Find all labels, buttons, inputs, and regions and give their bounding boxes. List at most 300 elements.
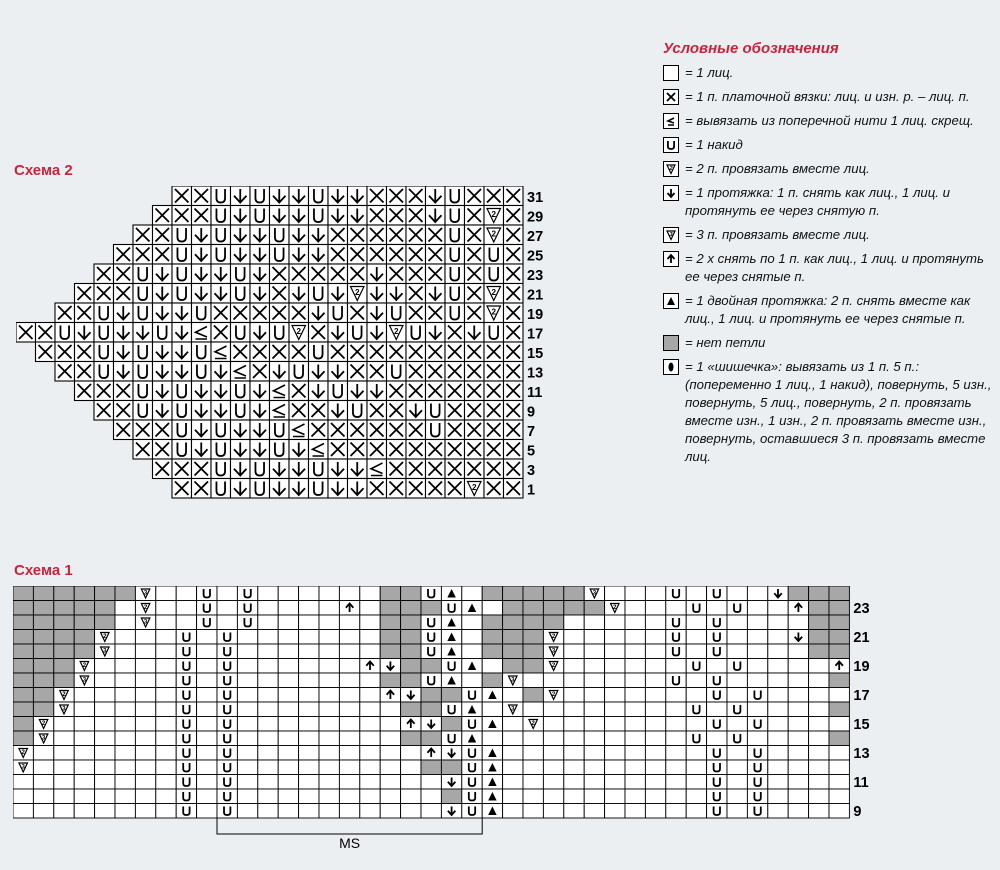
chart1-cell [360, 673, 380, 688]
no-stitch-cell [33, 702, 53, 717]
chart1-cell [788, 644, 808, 659]
chart1-cell [625, 717, 645, 732]
legend-item [663, 358, 997, 466]
chart1-cell [339, 746, 359, 761]
legend-text: = 1 протяжка: 1 п. снять как лиц., 1 лиц. и протянуть ее через снятую п. [685, 185, 950, 218]
legend-item [663, 184, 997, 220]
chart1-cell [543, 760, 563, 775]
chart1-cell [686, 673, 706, 688]
chart1-cell [197, 630, 217, 645]
no-stitch-cell [543, 586, 563, 601]
no-stitch-cell [523, 659, 543, 674]
chart2-row [114, 245, 544, 265]
no-stitch-cell [829, 586, 849, 601]
chart1-cell [237, 789, 257, 804]
bobble-symbol [668, 363, 673, 372]
chart1-cell [523, 804, 543, 819]
chart1-cell [584, 717, 604, 732]
chart1-cell [278, 731, 298, 746]
chart2-row-label: 7 [527, 424, 536, 440]
chart1-cell [747, 673, 767, 688]
no-stitch-cell [74, 615, 94, 630]
no-stitch-cell [74, 644, 94, 659]
m1-left-icon [663, 113, 679, 129]
chart2-row [75, 284, 544, 304]
chart1-title: Схема 1 [14, 562, 73, 579]
legend-text: = 1 «шишечка»: вывязать из 1 п. 5 п.: (попеременно 1 лиц., 1 накид), повернуть, 5 изн., повернуть, 5 лиц., повернуть, 2 п. провязать вместе изн., 1 изн., 2 п. провязать вместе изн., повернуть, оставшиеся 3 п. провязать вместе лиц. [685, 359, 992, 464]
chart1-cell [360, 702, 380, 717]
chart1-cell [686, 630, 706, 645]
chart1-cell [768, 630, 788, 645]
chart1-cell [95, 659, 115, 674]
chart2-row-label: 29 [527, 209, 544, 226]
chart1-cell [625, 630, 645, 645]
no-stitch-cell [380, 586, 400, 601]
chart1-cell [135, 630, 155, 645]
chart1-cell [584, 644, 604, 659]
no-stitch-cell [421, 601, 441, 616]
chart1-cell [258, 630, 278, 645]
chart1-cell [747, 702, 767, 717]
chart1-cell [503, 804, 523, 819]
chart1-cell [115, 775, 135, 790]
no-stitch-cell [503, 644, 523, 659]
no-stitch-cell [421, 760, 441, 775]
chart1-cell [523, 702, 543, 717]
chart1-cell [605, 673, 625, 688]
chart1-cell [584, 702, 604, 717]
chart1-cell [360, 760, 380, 775]
dec-number: 2 [531, 719, 535, 727]
chart1-cell [339, 586, 359, 601]
chart1-cell [788, 731, 808, 746]
chart2-row [94, 401, 535, 421]
chart1-cell [421, 789, 441, 804]
chart1-cell [605, 644, 625, 659]
chart1-cell [299, 731, 319, 746]
chart1-cell [747, 644, 767, 659]
chart1-cell [197, 644, 217, 659]
chart1-cell [278, 644, 298, 659]
chart1-cell [768, 644, 788, 659]
chart1-cell [584, 789, 604, 804]
dec-number: 2 [669, 166, 673, 173]
chart2-row [55, 362, 543, 382]
chart1-cell [625, 601, 645, 616]
chart1-cell [339, 731, 359, 746]
dec-number: 3 [551, 647, 556, 655]
dec-number: 2 [551, 632, 556, 640]
chart1-cell [829, 717, 849, 732]
legend-text: = 2 п. провязать вместе лиц. [685, 161, 870, 176]
chart1-cell [115, 673, 135, 688]
chart2-row [172, 479, 535, 499]
chart1-cell [156, 644, 176, 659]
no-stitch-cell [441, 688, 461, 703]
chart1-row [13, 688, 849, 703]
chart1-row [13, 746, 849, 761]
no-stitch-cell [401, 702, 421, 717]
legend-text: = 1 двойная протяжка: 2 п. снять вместе как лиц., 1 лиц. и протянуть ее через снятые п. [685, 293, 971, 326]
chart1-cell [666, 601, 686, 616]
chart1-cell [299, 673, 319, 688]
chart1-cell [237, 760, 257, 775]
no-stitch-cell [829, 702, 849, 717]
chart1-cell [482, 702, 502, 717]
chart1-cell [625, 804, 645, 819]
legend-text: = 1 п. платочной вязки: лиц. и изн. р. – лиц. п. [685, 89, 970, 104]
chart1-cell [564, 615, 584, 630]
chart1-cell [95, 673, 115, 688]
chart1-cell [707, 601, 727, 616]
chart1-cell [339, 789, 359, 804]
chart1-cell [278, 615, 298, 630]
chart1-cell [13, 789, 33, 804]
chart1-cell [278, 717, 298, 732]
chart1-cell [115, 644, 135, 659]
no-stitch-cell [401, 615, 421, 630]
chart1-cell [747, 630, 767, 645]
chart1-cell [768, 731, 788, 746]
chart2-row-label: 31 [527, 190, 544, 206]
dec-number: 2 [21, 748, 25, 756]
chart1-cell [115, 804, 135, 819]
chart1-cell [686, 688, 706, 703]
chart1-cell [768, 789, 788, 804]
chart2-row [153, 459, 536, 479]
chart1-cell [339, 673, 359, 688]
chart1-cell [74, 717, 94, 732]
chart1-cell [156, 717, 176, 732]
chart1-cell [33, 760, 53, 775]
chart2-row [36, 342, 544, 362]
chart1-cell [809, 659, 829, 674]
no-stitch-cell [95, 615, 115, 630]
chart1-cell [625, 673, 645, 688]
chart1-cell [237, 775, 257, 790]
chart1-cell [768, 615, 788, 630]
chart1-cell [564, 760, 584, 775]
chart1-cell [319, 630, 339, 645]
chart1-cell [605, 760, 625, 775]
chart1-cell [768, 760, 788, 775]
chart1-row [13, 717, 849, 732]
no-stitch-cell [482, 673, 502, 688]
chart1-cell [360, 630, 380, 645]
chart1-cell [156, 630, 176, 645]
chart1-cell [115, 789, 135, 804]
dec-number: 3 [511, 676, 515, 684]
no-stitch-cell [401, 731, 421, 746]
chart1-cell [156, 775, 176, 790]
chart2-row-label: 1 [527, 482, 536, 499]
legend-item [663, 292, 997, 328]
no-stitch-cell [482, 630, 502, 645]
chart1-cell [33, 775, 53, 790]
chart1-cell [625, 586, 645, 601]
chart1-cell [278, 601, 298, 616]
chart1-cell [645, 775, 665, 790]
chart1-cell [339, 630, 359, 645]
chart1-cell [237, 673, 257, 688]
chart1-cell [360, 601, 380, 616]
chart1-cell [768, 659, 788, 674]
chart1-cell [156, 731, 176, 746]
no-stitch-cell [401, 659, 421, 674]
legend-list [663, 64, 997, 466]
chart1-cell [666, 659, 686, 674]
chart1-cell [135, 644, 155, 659]
chart1-cell [258, 746, 278, 761]
chart1-cell [666, 789, 686, 804]
dec-number: 2 [41, 719, 46, 727]
chart1-cell [74, 746, 94, 761]
chart1-cell [462, 630, 482, 645]
chart1-cell [625, 746, 645, 761]
chart1-cell [156, 760, 176, 775]
chart1-cell [54, 746, 74, 761]
chart1-cell [299, 630, 319, 645]
chart1-cell [605, 586, 625, 601]
chart1-cell [645, 702, 665, 717]
chart1-cell [727, 644, 747, 659]
no-stitch-cell [829, 731, 849, 746]
chart1-cell [686, 760, 706, 775]
chart1-cell [319, 673, 339, 688]
chart1-cell [543, 731, 563, 746]
x-square-icon [663, 89, 679, 105]
chart1-cell [462, 644, 482, 659]
chart1-cell [543, 789, 563, 804]
chart1-cell [645, 804, 665, 819]
chart1-cell [747, 586, 767, 601]
no-stitch-cell [788, 586, 808, 601]
no-stitch-cell [54, 644, 74, 659]
no-stitch-cell [95, 601, 115, 616]
chart1-cell [686, 804, 706, 819]
chart1-cell [788, 659, 808, 674]
chart1-cell [605, 775, 625, 790]
chart1-cell [666, 760, 686, 775]
chart1-cell [686, 644, 706, 659]
chart1-row [13, 601, 849, 616]
chart1-cell [197, 746, 217, 761]
chart1-cell [543, 673, 563, 688]
chart1-cell [299, 760, 319, 775]
chart1-row-label: 23 [853, 601, 870, 617]
no-stitch-cell [503, 659, 523, 674]
chart1-cell [829, 688, 849, 703]
dec-number: 2 [491, 229, 497, 239]
chart1-cell [95, 702, 115, 717]
chart1-cell [360, 804, 380, 819]
chart1-cell [768, 804, 788, 819]
slip-down-arrow-icon [663, 185, 679, 201]
chart1-cell [462, 586, 482, 601]
dec-number: 3 [21, 763, 25, 771]
chart1-row-label: 9 [853, 804, 862, 820]
no-stitch-cell [523, 630, 543, 645]
yarn-over-icon [663, 137, 679, 153]
chart2-row-label: 11 [527, 385, 543, 401]
chart1-cell [95, 789, 115, 804]
no-stitch-cell [54, 586, 74, 601]
no-stitch-cell [33, 673, 53, 688]
chart1-cell [237, 659, 257, 674]
chart1-cell [829, 775, 849, 790]
chart1-cell [217, 601, 237, 616]
chart1-cell [727, 746, 747, 761]
chart1-cell [299, 601, 319, 616]
up-arrow-icon [663, 251, 679, 267]
chart1-cell [319, 659, 339, 674]
chart1-cell [605, 717, 625, 732]
chart1-cell [564, 717, 584, 732]
chart1-cell [135, 688, 155, 703]
no-stitch-cell [380, 615, 400, 630]
chart1-cell [258, 673, 278, 688]
chart1-cell [584, 630, 604, 645]
legend [663, 40, 997, 472]
chart1-cell [258, 760, 278, 775]
chart1-cell [768, 673, 788, 688]
chart1-cell [380, 717, 400, 732]
chart1-cell [319, 760, 339, 775]
no-stitch-cell [13, 731, 33, 746]
chart1-cell [319, 746, 339, 761]
no-stitch-cell [441, 717, 461, 732]
chart1-cell [401, 789, 421, 804]
triangle-symbol [667, 297, 675, 305]
chart2-row [16, 323, 543, 343]
no-stitch-cell [33, 630, 53, 645]
chart1-cell [809, 688, 829, 703]
chart1-cell [543, 746, 563, 761]
chart1-cell [523, 673, 543, 688]
chart1-cell [645, 760, 665, 775]
chart1-cell [135, 717, 155, 732]
no-stitch-cell [115, 586, 135, 601]
chart1-cell [299, 717, 319, 732]
chart1-cell [625, 702, 645, 717]
no-stitch-cell [13, 673, 33, 688]
chart1-cell [707, 731, 727, 746]
no-stitch-cell [401, 673, 421, 688]
chart1-cell [503, 731, 523, 746]
chart1-cell [156, 702, 176, 717]
dec-number: 2 [471, 482, 477, 492]
chart1-cell [74, 789, 94, 804]
chart1-cell [258, 731, 278, 746]
chart1-cell [503, 746, 523, 761]
chart2-row-label: 15 [527, 346, 544, 362]
chart1-cell [319, 717, 339, 732]
chart1-cell [788, 673, 808, 688]
chart1-cell [666, 804, 686, 819]
chart1-cell [95, 717, 115, 732]
yarn-over-symbol [668, 141, 674, 149]
chart2-row-label: 25 [527, 248, 544, 265]
chart1-cell [707, 659, 727, 674]
chart1-cell [809, 717, 829, 732]
chart1-cell [401, 746, 421, 761]
chart1-cell [197, 688, 217, 703]
chart1-cell [747, 731, 767, 746]
chart1-cell [33, 804, 53, 819]
chart1-cell [564, 789, 584, 804]
chart1-cell [421, 804, 441, 819]
no-stitch-cell [33, 615, 53, 630]
chart1-cell [768, 688, 788, 703]
chart1-cell [605, 789, 625, 804]
chart1-row [13, 630, 849, 645]
no-stitch-cell [482, 615, 502, 630]
chart1-cell [299, 804, 319, 819]
dec-number: 3 [103, 647, 107, 655]
chart1-cell [666, 688, 686, 703]
chart1-cell [605, 659, 625, 674]
chart1-cell [135, 775, 155, 790]
no-stitch-cell [13, 659, 33, 674]
chart1-cell [54, 731, 74, 746]
chart1-cell [523, 760, 543, 775]
chart2-row [133, 440, 535, 460]
chart1-cell [135, 760, 155, 775]
chart1-cell [217, 615, 237, 630]
chart1-cell [380, 731, 400, 746]
chart1-cell [237, 702, 257, 717]
chart1-cell [217, 586, 237, 601]
legend-text: = 1 накид [685, 137, 743, 152]
bobble-icon [663, 359, 679, 375]
chart1-cell [319, 731, 339, 746]
chart1-cell [115, 601, 135, 616]
chart1-cell [54, 775, 74, 790]
no-stitch-cell [543, 615, 563, 630]
chart2-row [133, 225, 543, 245]
no-stitch-cell [380, 644, 400, 659]
no-stitch-cell [401, 630, 421, 645]
chart1-cell [115, 630, 135, 645]
repeat-label: MS [339, 835, 361, 851]
chart1-cell [666, 746, 686, 761]
no-stitch-cell [13, 601, 33, 616]
dec-number: 3 [62, 705, 66, 713]
no-stitch-cell [401, 586, 421, 601]
chart1-cell [299, 746, 319, 761]
chart1-cell [829, 760, 849, 775]
chart1-cell [278, 702, 298, 717]
chart1-cell [686, 775, 706, 790]
chart2-row-label: 21 [527, 287, 544, 304]
chart1-cell [176, 601, 196, 616]
dec-number: 3 [669, 232, 673, 239]
chart1-cell [156, 789, 176, 804]
chart1-cell [625, 615, 645, 630]
chart1-cell [95, 775, 115, 790]
dec-number: 3 [143, 589, 148, 597]
chart1-cell [278, 659, 298, 674]
chart1-cell [503, 760, 523, 775]
chart1-cell [115, 659, 135, 674]
chart1-cell [339, 644, 359, 659]
dec-number: 3 [143, 618, 148, 626]
chart1-cell [319, 615, 339, 630]
chart1-cell [95, 804, 115, 819]
chart1-cell [258, 644, 278, 659]
chart1-cell [74, 688, 94, 703]
no-stitch-cell [13, 615, 33, 630]
